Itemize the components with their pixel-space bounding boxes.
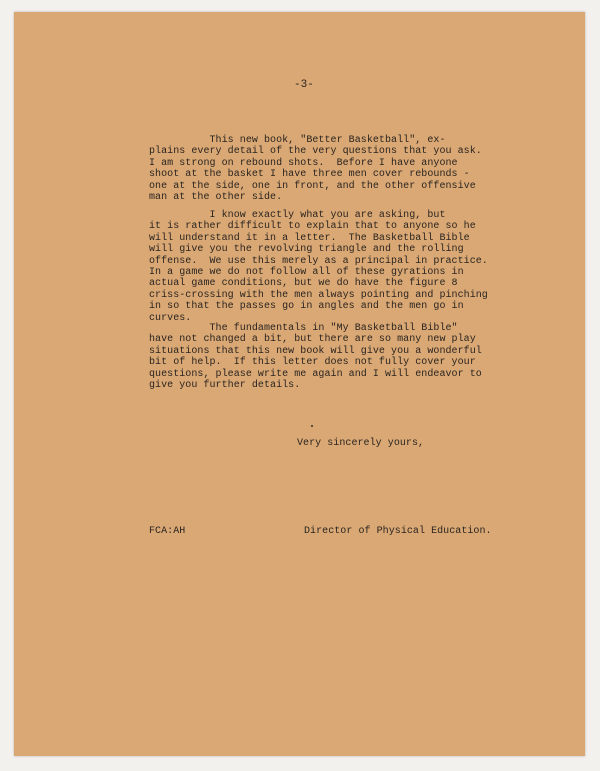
page-number: -3- [294,79,314,91]
typist-initials: FCA:AH [149,526,186,537]
paragraph-3: The fundamentals in "My Basketball Bible" have not changed a bit, but there are so many new play situations that this new book will give you a wonderful bit of help. If this letter does not fully cover your questions, please write me again and I will endeavor to give you further details. [149,323,482,392]
signer-title: Director of Physical Education. [304,526,492,537]
ink-speck [311,425,313,427]
closing: Very sincerely yours, [297,438,425,449]
paragraph-1: This new book, "Better Basketball", ex- plains every detail of the very questions that you ask. I am strong on rebound shots. Before I have anyone shoot at the basket I have three men cover rebounds - one at the side, one in front, and the other offensive man at the other side. [149,135,482,204]
paragraph-2: I know exactly what you are asking, but it is rather difficult to explain that to anyone so he will understand it in a letter. The Basketball Bible will give you the revolving triangle and the rolling offense. We use this merely as a principal in practice. In a game we do not follow all of these gyrations in actual game conditions, but we do have the figure 8 criss-crossing with the men always pointing and pinching in so that the passes go in angles and the men go in curves. [149,210,488,324]
